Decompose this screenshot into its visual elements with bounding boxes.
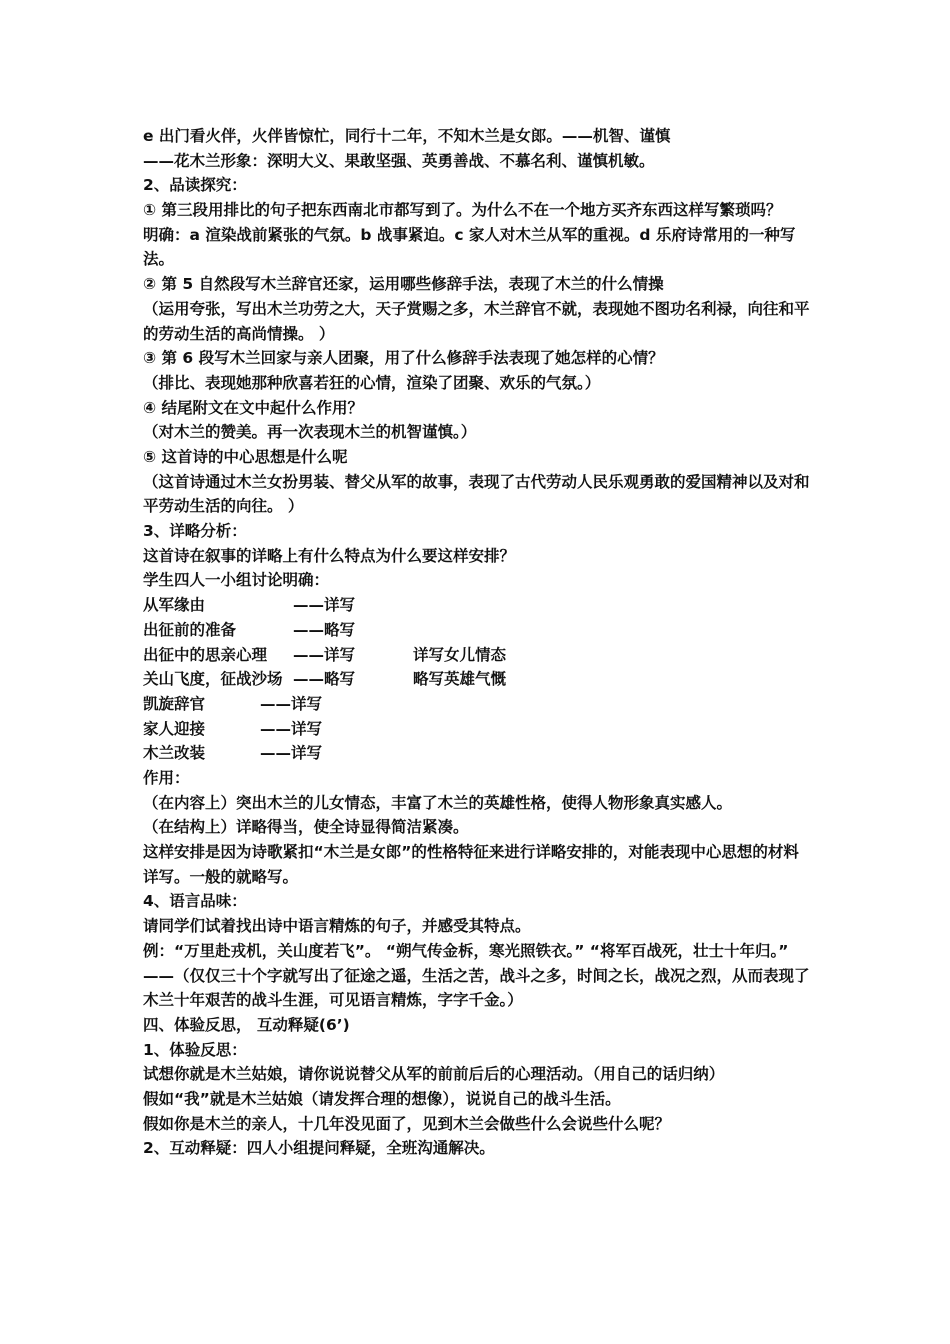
question: ④ 结尾附文在文中起什么作用？	[143, 398, 364, 417]
answer: （对木兰的赞美。再一次表现木兰的机智谨慎。）	[143, 423, 477, 442]
detail-note: 略写英雄气慨	[413, 670, 507, 689]
detail-row	[143, 717, 813, 742]
answer: （排比、表现她那种欣喜若狂的心情，渲染了团聚、欢乐的气氛。）	[143, 373, 601, 392]
paragraph: ——（仅仅三十个字就写出了征途之遥，生活之苦，战斗之多，时间之长，战况之烈，从而表现了木兰十年艰苦的战斗生涯，可见语言精炼，字字千金。）	[143, 966, 810, 1010]
section-heading: 4、语言品味：	[143, 892, 247, 911]
detail-mark: ——详写	[260, 744, 323, 763]
detail-row	[143, 618, 813, 643]
detail-mark: ——详写	[293, 645, 356, 664]
paragraph: e 出门看火伴，火伴皆惊忙，同行十二年，不知木兰是女郎。——机智、谨慎	[143, 127, 671, 145]
detail-item: 木兰改装	[143, 744, 206, 763]
question: ① 第三段用排比的句子把东西南北市都写到了。为什么不在一个地方买齐东西这样写繁琐吗？	[143, 201, 782, 220]
detail-mark: ——略写	[293, 670, 356, 689]
detail-mark: ——详写	[260, 694, 323, 713]
paragraph: 学生四人一小组讨论明确：	[143, 571, 330, 590]
paragraph: 作用：	[143, 768, 190, 787]
detail-item: 家人迎接	[143, 719, 206, 738]
question: ② 第 5 自然段写木兰辞官还家，运用哪些修辞手法，表现了木兰的什么情操	[143, 275, 664, 294]
detail-row	[143, 643, 813, 668]
detail-mark: ——详写	[293, 596, 356, 615]
answer: 明确：a 渲染战前紧张的气氛。b 战事紧迫。c 家人对木兰从军的重视。d 乐府诗常用的一种写法。	[143, 225, 796, 269]
section-heading: 3、详略分析：	[143, 522, 247, 541]
question: ③ 第 6 段写木兰回家与亲人团聚，用了什么修辞手法表现了她怎样的心情？	[143, 349, 664, 368]
paragraph: 例：“万里赴戎机，关山度若飞”。 “朔气传金柝，寒光照铁衣。” “将军百战死，壮士十年归。”	[143, 941, 789, 960]
detail-item: 凯旋辞官	[143, 694, 206, 713]
paragraph: 试想你就是木兰姑娘，请你说说替父从军的前前后后的心理活动。（用自己的话归纳）	[143, 1065, 725, 1084]
detail-note: 详写女儿情态	[413, 645, 507, 664]
paragraph: 假如“我”就是木兰姑娘（请发挥合理的想像），说说自己的战斗生活。	[143, 1090, 621, 1108]
paragraph: （在结构上）详略得当，使全诗显得简洁紧凑。	[143, 818, 469, 837]
answer: （运用夸张，写出木兰功劳之大，天子赏赐之多，木兰辞官不就，表现她不图功名利禄，向往和平的劳动生活的高尚情操。 ）	[143, 299, 810, 343]
paragraph: 假如你是木兰的亲人，十几年没见面了，见到木兰会做些什么会说些什么呢？	[143, 1114, 671, 1133]
detail-item: 从军缘由	[143, 596, 206, 615]
paragraph: （在内容上）突出木兰的儿女情态，丰富了木兰的英雄性格，使得人物形象真实感人。	[143, 793, 733, 812]
question: ⑤ 这首诗的中心思想是什么呢	[143, 448, 348, 467]
answer: （这首诗通过木兰女扮男装、替父从军的故事，表现了古代劳动人民乐观勇敢的爱国精神以及对和平劳动生活的向往。 ）	[143, 472, 810, 516]
section-heading: 1、体验反思：	[143, 1040, 247, 1059]
detail-item: 出征前的准备	[143, 620, 237, 639]
paragraph: ——花木兰形象：深明大义、果敢坚强、英勇善战、不慕名利、谨慎机敏。	[143, 151, 655, 170]
section-heading: 四、体验反思， 互动释疑(6’)	[143, 1015, 350, 1034]
detail-mark: ——详写	[260, 719, 323, 738]
paragraph: 2、互动释疑：四人小组提问释疑，全班沟通解决。	[143, 1139, 495, 1158]
section-heading: 2、品读探究：	[143, 176, 247, 195]
paragraph: 请同学们试着找出诗中语言精炼的句子，并感受其特点。	[143, 917, 531, 936]
paragraph: 这首诗在叙事的详略上有什么特点为什么要这样安排？	[143, 546, 516, 565]
detail-row	[143, 741, 813, 766]
detail-item: 关山飞度，征战沙场	[143, 670, 283, 689]
detail-row	[143, 667, 813, 692]
paragraph: 这样安排是因为诗歌紧扣“木兰是女郎”的性格特征来进行详略安排的，对能表现中心思想的材料详写。一般的就略写。	[143, 843, 799, 886]
detail-row	[143, 593, 813, 618]
detail-mark: ——略写	[293, 620, 356, 639]
detail-row	[143, 692, 813, 717]
detail-item: 出征中的思亲心理	[143, 645, 268, 664]
document-body	[143, 124, 813, 1161]
